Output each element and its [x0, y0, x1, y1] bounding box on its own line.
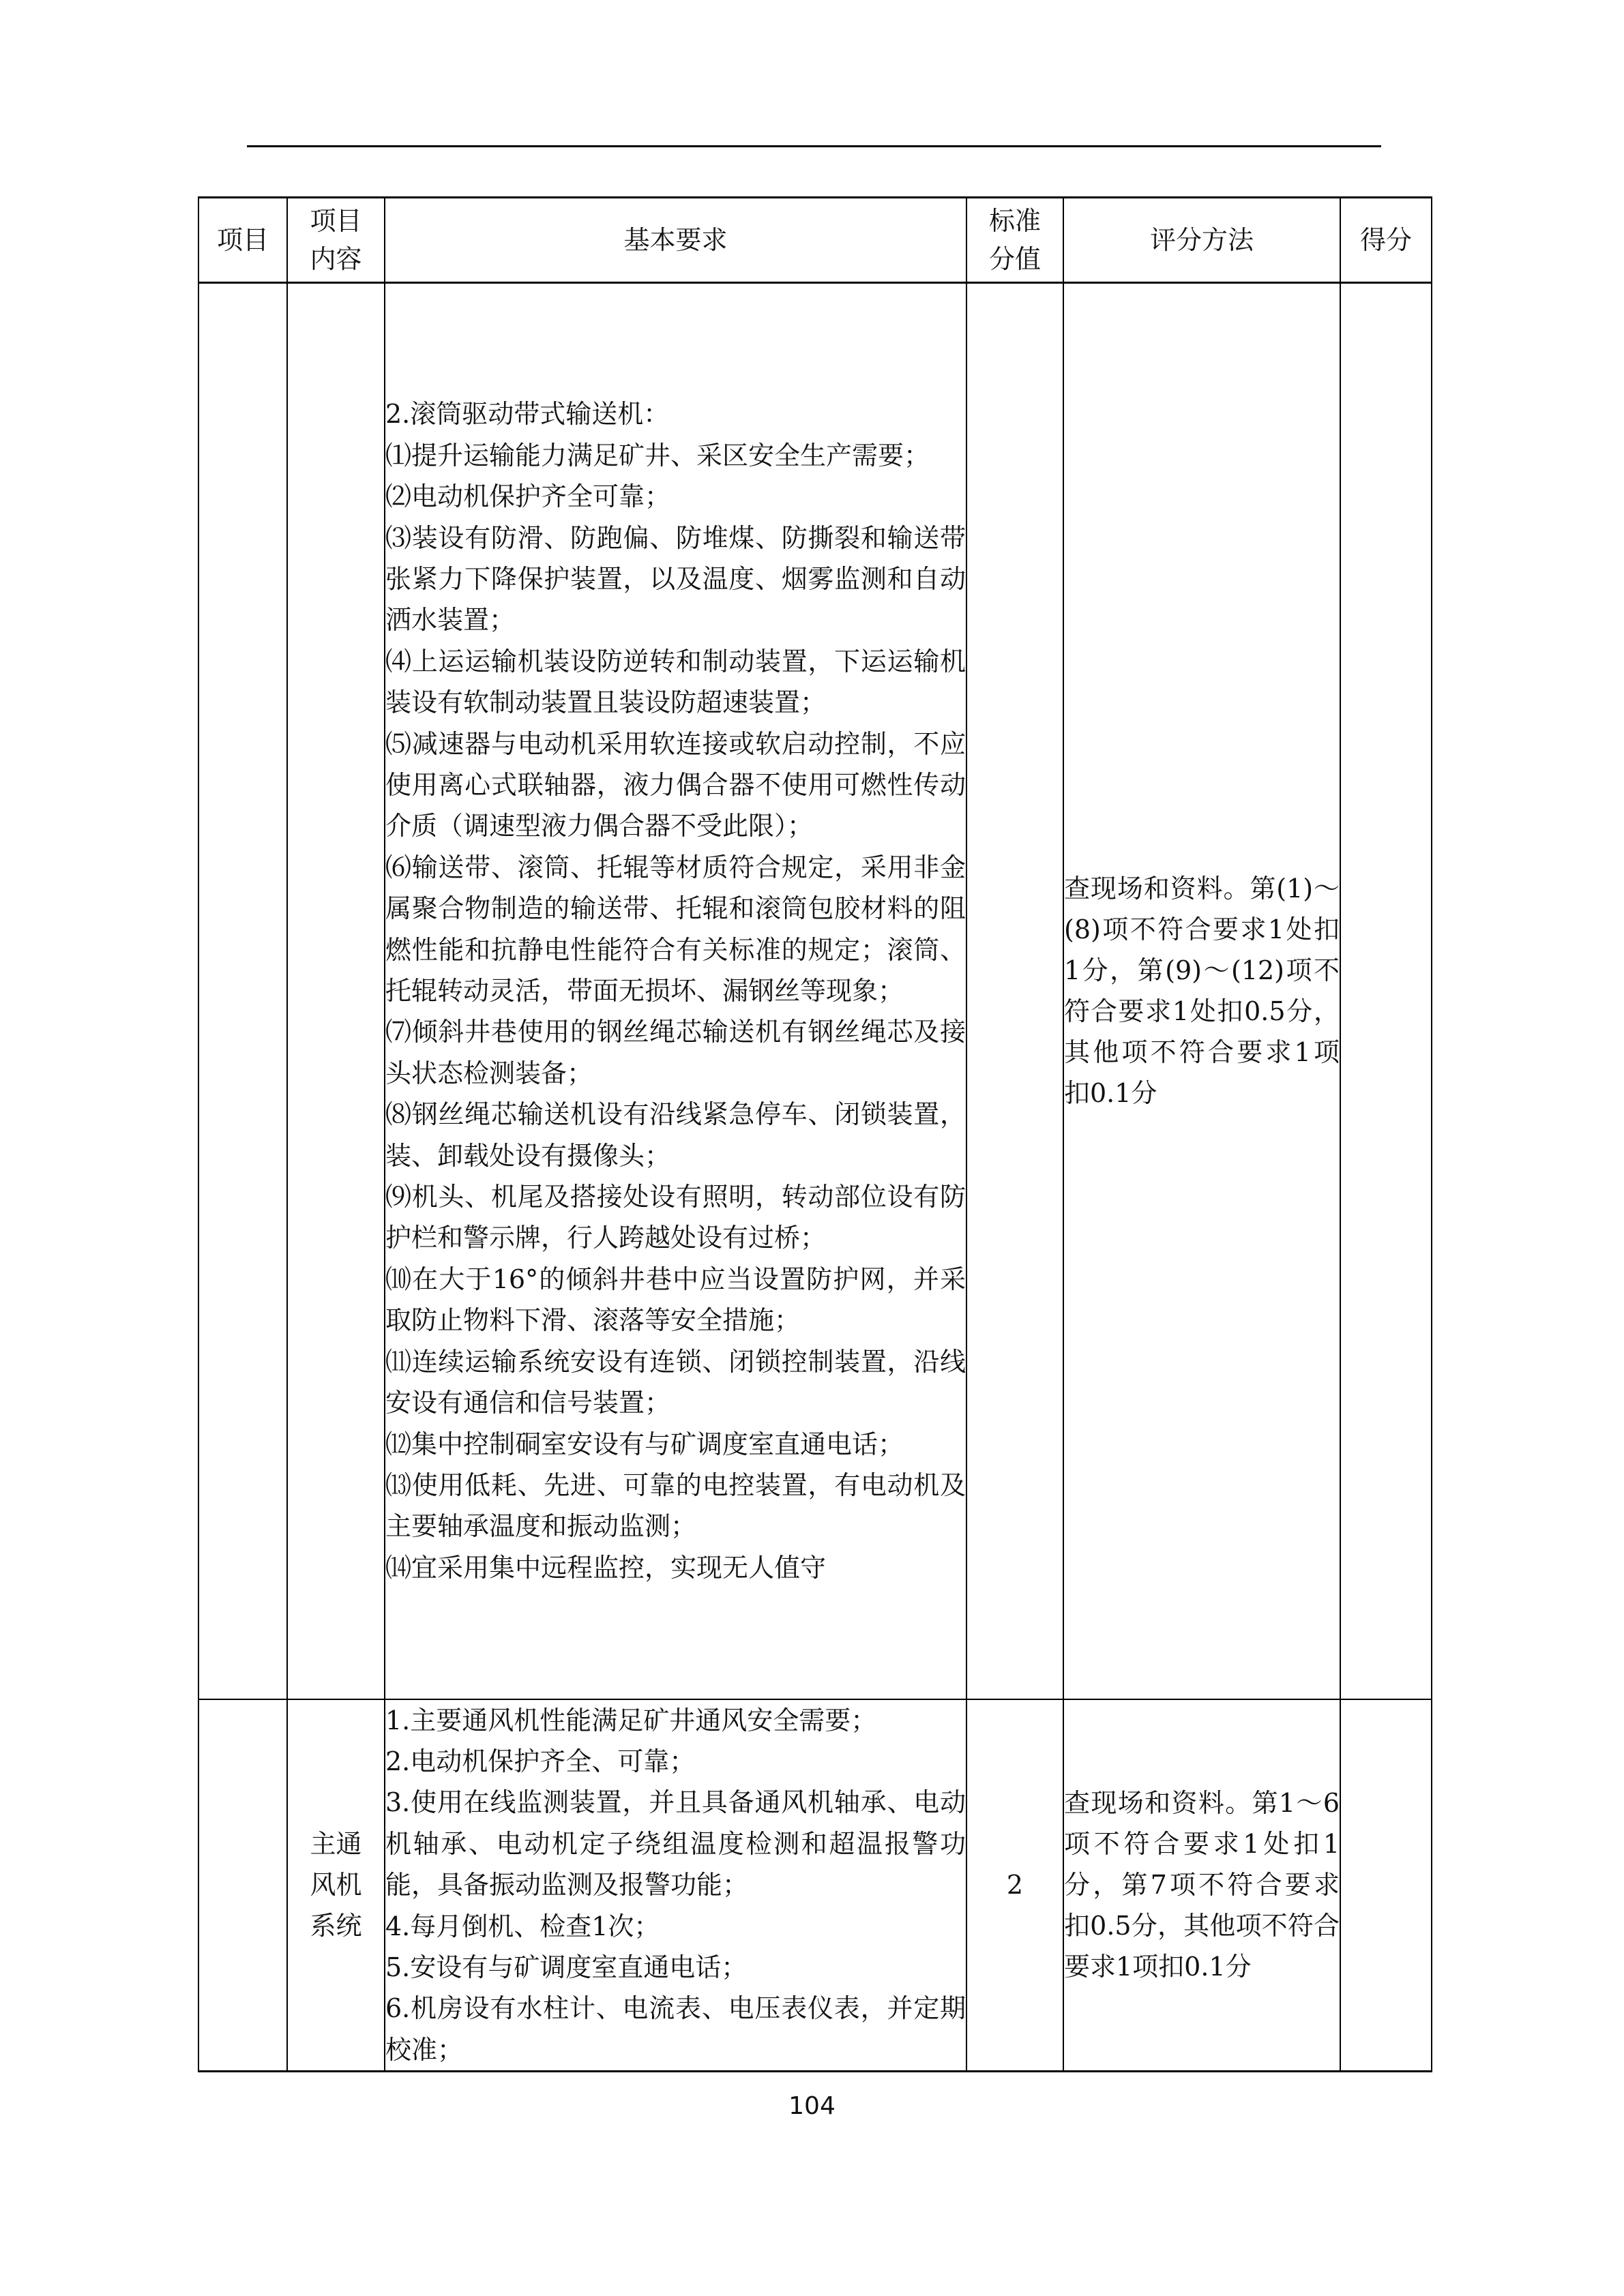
requirement-item: ⑼机头、机尾及搭接处设有照明，转动部位设有防护栏和警示牌，行人跨越处设有过桥；	[385, 1182, 966, 1253]
page-number: 104	[788, 2092, 836, 2120]
requirement-item: ⑻钢丝绳芯输送机设有沿线紧急停车、闭锁装置，装、卸载处设有摄像头；	[385, 1099, 966, 1171]
cell-standard-score	[966, 283, 1063, 1699]
requirements-list	[385, 393, 966, 1588]
requirement-item: ⒀使用低耗、先进、可靠的电控装置，有电动机及主要轴承温度和振动监测；	[385, 1470, 966, 1542]
requirement-item: ⑴提升运输能力满足矿井、采区安全生产需要；	[385, 440, 930, 471]
requirement-item: ⑸减速器与电动机采用软连接或软启动控制，不应使用离心式联轴器，液力偶合器不使用可燃性传动介质（调速型液力偶合器不受此限）；	[385, 728, 966, 841]
requirement-item: 5.安设有与矿调度室直通电话；	[385, 1952, 748, 1982]
requirement-item: ⑽在大于16°的倾斜井巷中应当设置防护网，并采取防止物料下滑、滚落等安全措施；	[385, 1264, 966, 1336]
requirement-item: 1.主要通风机性能满足矿井通风安全需要；	[385, 1705, 877, 1735]
requirement-item: 3.使用在线监测装置，并且具备通风机轴承、电动机轴承、电动机定子绕组温度检测和超温报警功能，具备振动监测及报警功能；	[385, 1787, 966, 1900]
table-row	[198, 1699, 1432, 2072]
requirements-list	[385, 1700, 966, 2071]
requirement-item: ⑺倾斜井巷使用的钢丝绳芯输送机有钢丝绳芯及接头状态检测装备；	[385, 1017, 966, 1088]
requirement-item: 6.机房设有水柱计、电流表、电压表仪表，并定期校准；	[385, 1993, 966, 2065]
cell-requirements	[385, 283, 966, 1699]
requirement-item: ⑶装设有防滑、防跑偏、防堆煤、防撕裂和输送带张紧力下降保护装置，以及温度、烟雾监测和自动洒水装置；	[385, 522, 966, 636]
cell-method: 查现场和资料。第(1)～(8)项不符合要求1处扣1分，第(9)～(12)项不符合要求1处扣0.5分，其他项不符合要求1项扣0.1分	[1063, 283, 1340, 1699]
table-row	[198, 283, 1432, 1699]
header-score: 得分	[1340, 198, 1432, 283]
header-item: 项目	[198, 198, 287, 283]
requirement-item: 2.滚筒驱动带式输送机：	[385, 399, 670, 430]
requirement-item: ⑾连续运输系统安设有连锁、闭锁控制装置，沿线安设有通信和信号装置；	[385, 1346, 966, 1418]
cell-item	[198, 283, 287, 1699]
requirement-item: 4.每月倒机、检查1次；	[385, 1911, 660, 1941]
cell-score	[1340, 283, 1432, 1699]
header-requirements: 基本要求	[385, 198, 966, 283]
requirement-item: ⑿集中控制硐室安设有与矿调度室直通电话；	[385, 1429, 904, 1459]
cell-method: 查现场和资料。第1～6项不符合要求1处扣1分，第7项不符合要求扣0.5分，其他项不符合要求1项扣0.1分	[1063, 1699, 1340, 2072]
cell-content	[287, 283, 385, 1699]
header-standard-score: 标准 分值	[966, 198, 1063, 283]
scoring-table	[198, 196, 1432, 2072]
requirement-item: ⑷上运运输机装设防逆转和制动装置，下运运输机装设有软制动装置且装设防超速装置；	[385, 646, 966, 718]
requirement-item: ⒁宜采用集中远程监控，实现无人值守	[385, 1552, 827, 1583]
header-rule	[247, 145, 1381, 147]
requirement-item: 2.电动机保护齐全、可靠；	[385, 1746, 696, 1776]
header-item-content: 项目 内容	[287, 198, 385, 283]
cell-item	[198, 1699, 287, 2072]
cell-content: 主通 风机 系统	[287, 1699, 385, 2072]
cell-score	[1340, 1699, 1432, 2072]
header-method: 评分方法	[1063, 198, 1340, 283]
requirement-item: ⑵电动机保护齐全可靠；	[385, 481, 671, 512]
cell-requirements	[385, 1699, 966, 2072]
table-header-row	[198, 198, 1432, 283]
requirement-item: ⑹输送带、滚筒、托辊等材质符合规定，采用非金属聚合物制造的输送带、托辊和滚筒包胶材料的阻燃性能和抗静电性能符合有关标准的规定；滚筒、托辊转动灵活，带面无损坏、漏钢丝等现象；	[385, 852, 966, 1007]
cell-standard-score: 2	[966, 1699, 1063, 2072]
